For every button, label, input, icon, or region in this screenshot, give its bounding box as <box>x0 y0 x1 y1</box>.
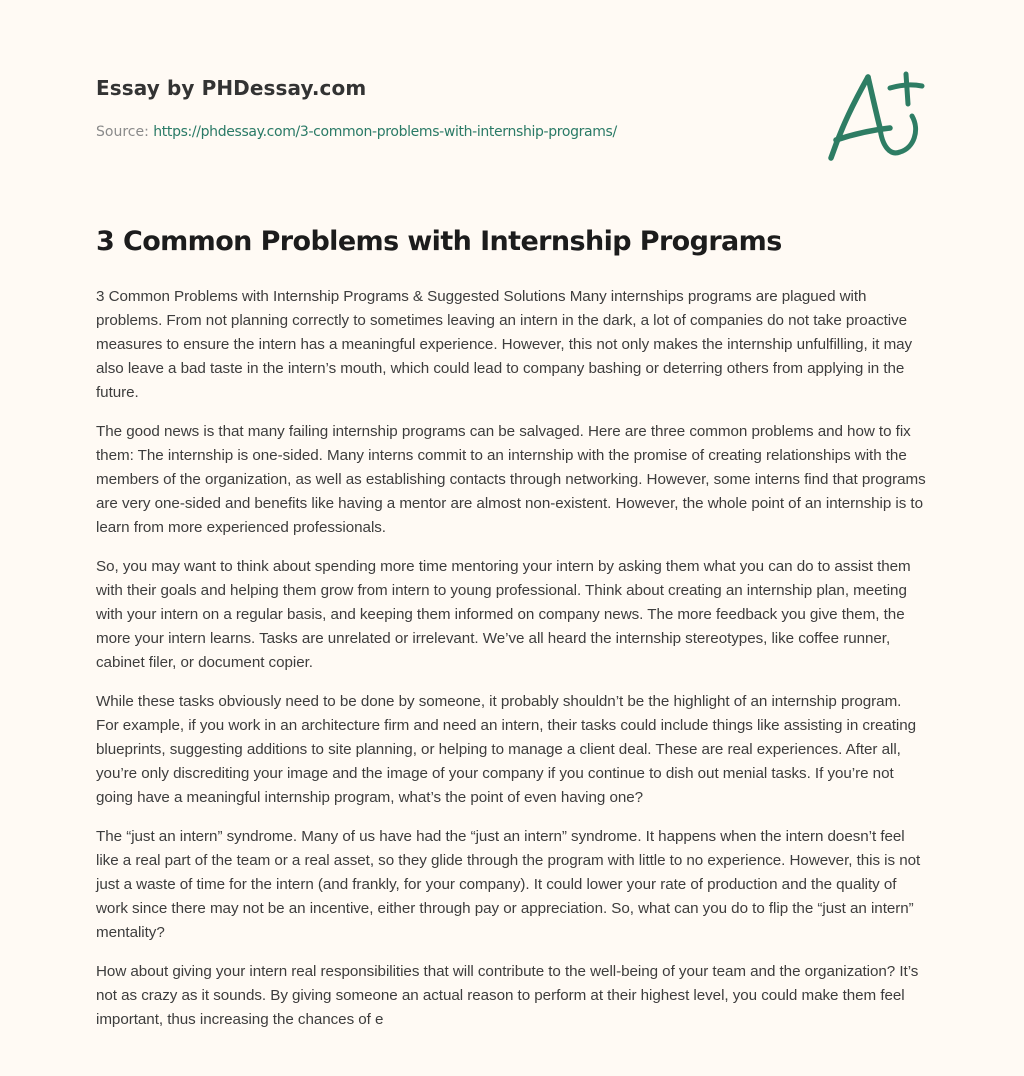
source-line <box>96 124 617 140</box>
essay-page <box>96 0 928 1028</box>
site-title: Essay by PHDessay.com <box>96 76 367 100</box>
essay-paragraph: 3 Common Problems with Internship Programs & Suggested Solutions Many internships programs are plagued with problems. From not planning correctly to sometimes leaving an intern in the dark, a lot of companies do not take proactive measures to ensure the intern has a meaningful experience. However, this not only makes the internship unfulfilling, it may also leave a bad taste in the intern’s mouth, which could lead to company bashing or deterring others from applying in the future. <box>96 288 913 401</box>
essay-paragraph: While these tasks obviously need to be done by someone, it probably shouldn’t be the highlight of an internship program. For example, if you work in an architecture firm and need an intern, their tasks could include things like assisting in creating blueprints, suggesting additions to site planning, or helping to manage a client deal. These are real experiences. After all, you’re only discrediting your image and the image of your company if you continue to dish out menial tasks. If you’re not going have a meaningful internship program, what’s the point of even having one? <box>96 693 917 806</box>
essay-paragraph: How about giving your intern real responsibilities that will contribute to the well-being of your team and the organization? It’s not as crazy as it sounds. By giving someone an actual reason to perform at their highest level, you could make them feel important, thus increasing the chances of e <box>96 963 919 1028</box>
page-header <box>96 0 928 210</box>
a-plus-grade-icon <box>824 64 928 164</box>
essay-body <box>96 285 928 1047</box>
essay-paragraph: The “just an intern” syndrome. Many of us have had the “just an intern” syndrome. It happens when the intern doesn’t feel like a real part of the team or a real asset, so they glide through the program with little to no experience. However, this is not just a waste of time for the intern (and frankly, for your company). It could lower your rate of production and the quality of work since there may not be an incentive, either through pay or appreciation. So, what can you do to flip the “just an intern” mentality? <box>96 828 921 941</box>
essay-title: 3 Common Problems with Internship Programs <box>96 226 782 257</box>
essay-paragraph: So, you may want to think about spending more time mentoring your intern by asking them what you can do to assist them with their goals and helping them grow from intern to young professional. Think about creating an internship plan, meeting with your intern on a regular basis, and keeping them informed on company news. The more feedback you give them, the more your intern learns. Tasks are unrelated or irrelevant. We’ve all heard the internship stereotypes, like coffee runner, cabinet filer, or document copier. <box>96 558 911 671</box>
essay-paragraph: The good news is that many failing internship programs can be salvaged. Here are three common problems and how to fix them: The internship is one-sided. Many interns commit to an internship with the promise of creating relationships with the members of the organization, as well as establishing contacts through networking. However, some interns find that programs are very one-sided and benefits like having a mentor are almost non-existent. However, the whole point of an internship is to learn from more experienced professionals. <box>96 423 926 536</box>
source-label: Source: <box>96 124 149 140</box>
source-link[interactable]: https://phdessay.com/3-common-problems-with-internship-programs/ <box>153 124 617 140</box>
